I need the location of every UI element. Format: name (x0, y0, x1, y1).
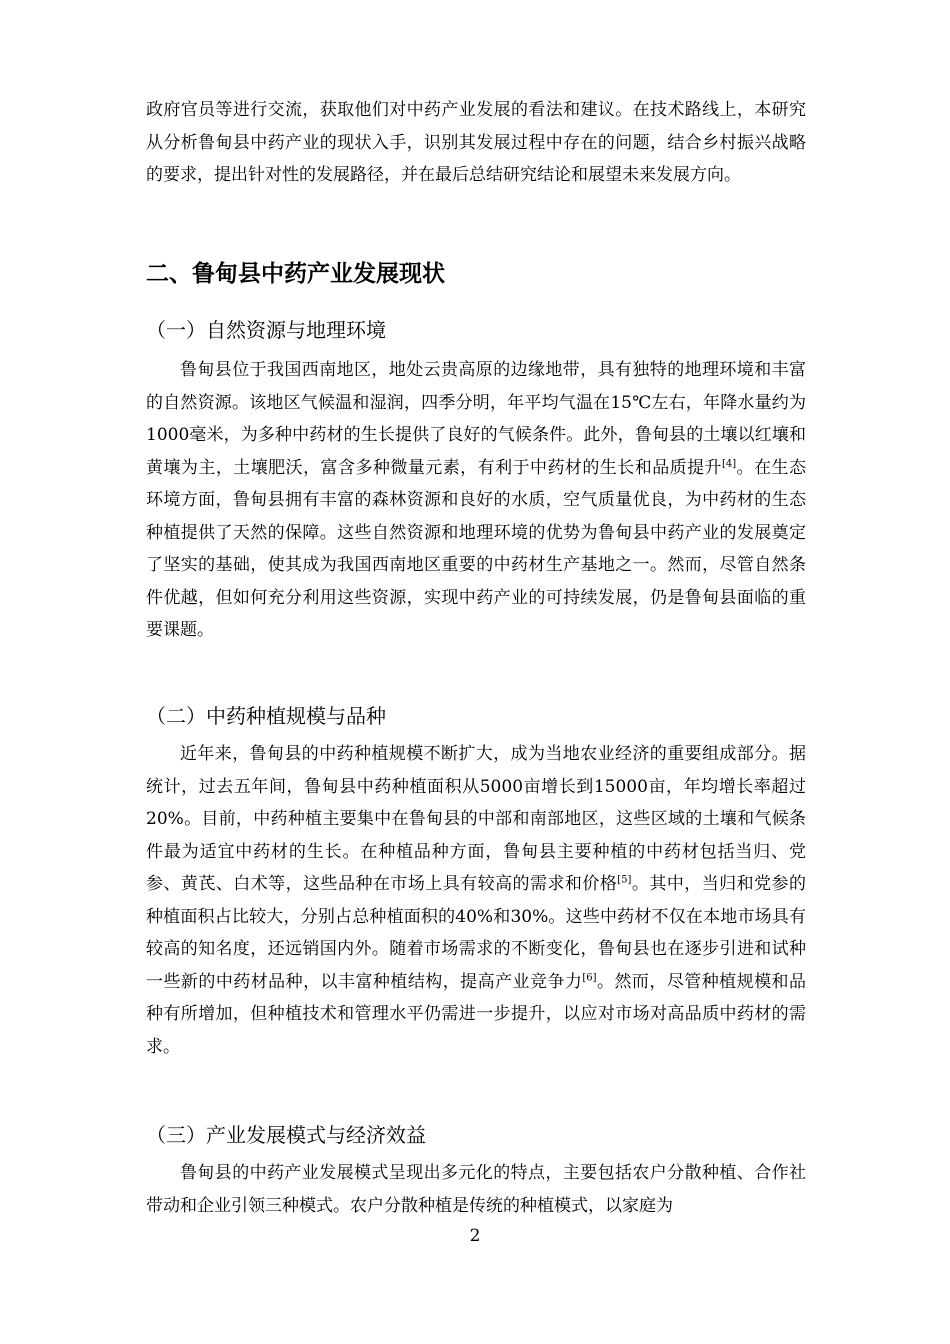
subsection-1-paragraph (146, 354, 806, 647)
subsection-1-title: （一）自然资源与地理环境 (146, 318, 386, 342)
paragraph-text: 。然而，尽管种植规模和品种有所增加，但种植技术和管理水平仍需进一步提升，以应对市场对高品质中药材的需求。 (146, 971, 807, 1057)
subsection-3-paragraph: 鲁甸县的中药产业发展模式呈现出多元化的特点，主要包括农户分散种植、合作社带动和企业引领三种模式。农户分散种植是传统的种植模式，以家庭为 (146, 1163, 806, 1216)
intro-paragraph: 政府官员等进行交流，获取他们对中药产业发展的看法和建议。在技术路线上，本研究从分析鲁甸县中药产业的现状入手，识别其发展过程中存在的问题，结合乡村振兴战略的要求，提出针对性的发展路径，并在最后总结研究结论和展望未来发展方向。 (146, 100, 806, 185)
paragraph-text: 。在生态环境方面，鲁甸县拥有丰富的森林资源和良好的水质，空气质量优良，为中药材的生态种植提供了天然的保障。这些自然资源和地理环境的优势为鲁甸县中药产业的发展奠定了坚实的基础，使其成为我国西南地区重要的中药材生产基地之一。然而，尽管自然条件优越，但如何充分利用这些资源，实现中药产业的可持续发展，仍是鲁甸县面临的重要课题。 (146, 457, 807, 640)
subsection-2-title: （二）中药种植规模与品种 (146, 704, 386, 728)
subsection-2-paragraph (146, 738, 806, 1063)
subsection-3-title: （三）产业发展模式与经济效益 (146, 1123, 426, 1147)
section-title: 二、鲁甸县中药产业发展现状 (146, 261, 445, 287)
citation-ref: [4] (722, 457, 737, 469)
paragraph-text: 鲁甸县位于我国西南地区，地处云贵高原的边缘地带，具有独特的地理环境和丰富的自然资源。该地区气候温和湿润，四季分明，年平均气温在15℃左右，年降水量约为1000毫米，为多种中药材的生长提供了良好的气候条件。此外，鲁甸县的土壤以红壤和黄壤为主，土壤肥沃，富含多种微量元素，有利于中药材的生长和品质提升 (146, 360, 806, 478)
page-number: 2 (469, 1226, 481, 1246)
citation-ref: [6] (582, 971, 597, 983)
paragraph-text: 近年来，鲁甸县的中药种植规模不断扩大，成为当地农业经济的重要组成部分。据统计，过去五年间，鲁甸县中药种植面积从5000亩增长到15000亩，年均增长率超过20%。目前，中药种植主要集中在鲁甸县的中部和南部地区，这些区域的土壤和气候条件最为适宜中药材的生长。在种植品种方面，鲁甸县主要种植的中药材包括当归、党参、黄芪、白术等，这些品种在市场上具有较高的需求和价格 (146, 744, 806, 894)
paragraph-text: 。其中，当归和党参的种植面积占比较大，分别占总种植面积的40%和30%。这些中药材不仅在本地市场具有较高的知名度，还远销国内外。随着市场需求的不断变化，鲁甸县也在逐步引进和试种一些新的中药材品种，以丰富种植结构，提高产业竞争力 (146, 874, 807, 992)
citation-ref: [5] (617, 874, 632, 886)
